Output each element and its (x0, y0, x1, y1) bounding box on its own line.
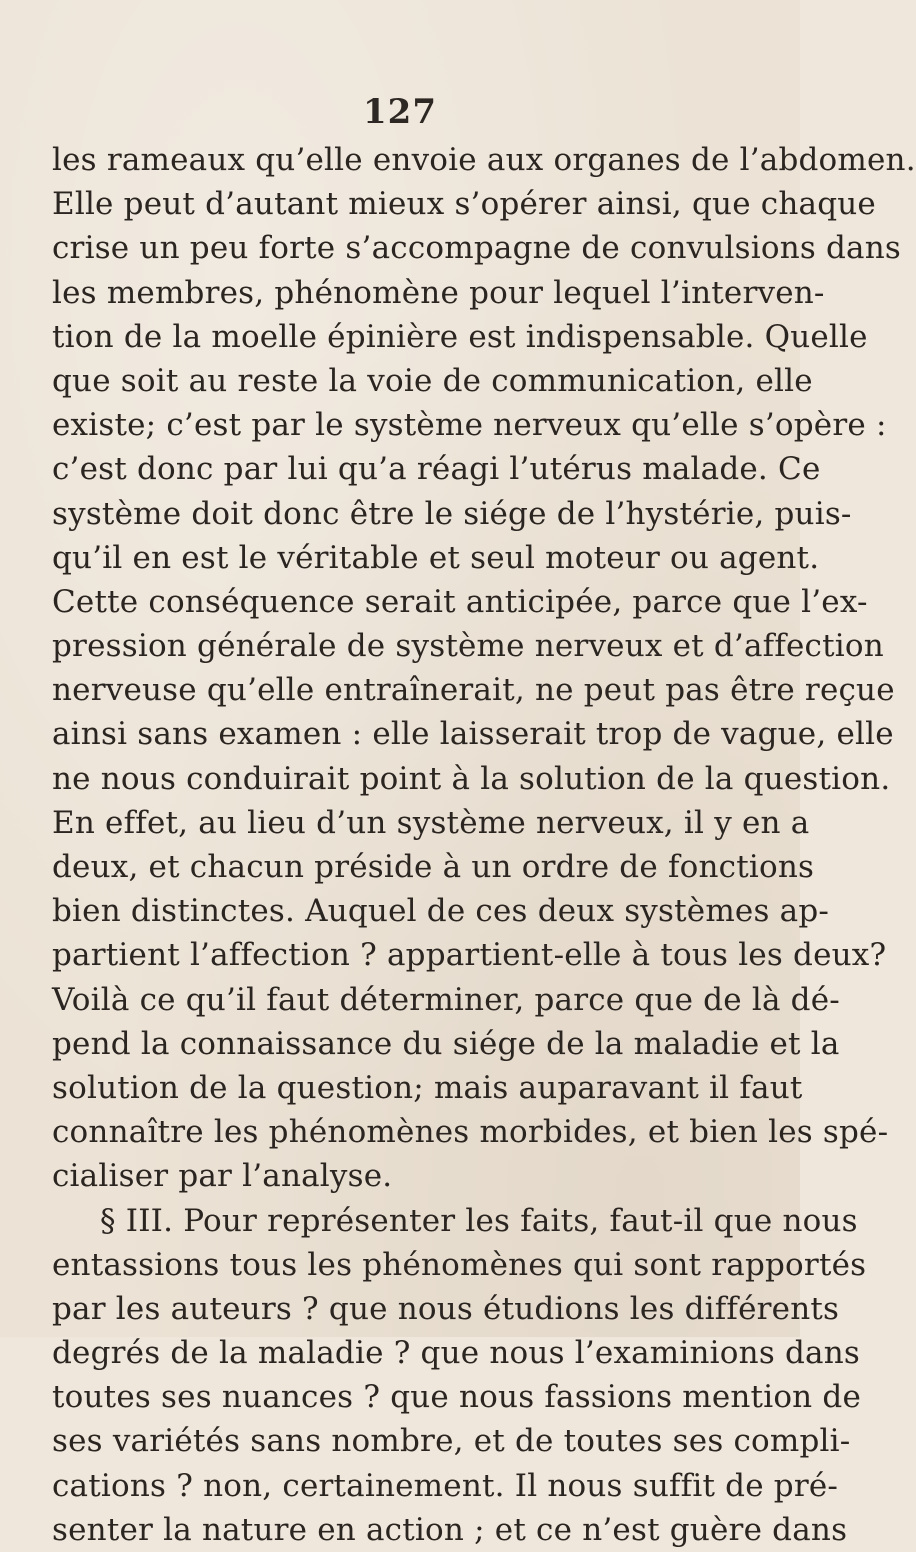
page-number: 127 (363, 92, 437, 132)
text-line: pression générale de système nerveux et d’affection (52, 628, 884, 665)
text-line: nerveuse qu’elle entraînerait, ne peut pas être reçue (52, 672, 895, 709)
text-line: crise un peu forte s’accompagne de convulsions dans (52, 230, 902, 267)
text-line: senter la nature en action ; et ce n’est guère dans (52, 1511, 848, 1548)
text-line: En effet, au lieu d’un système nerveux, il y en a (52, 804, 810, 841)
text-line: entassions tous les phénomènes qui sont rapportés (52, 1246, 867, 1283)
text-line: Voilà ce qu’il faut déterminer, parce que de là dé- (52, 981, 840, 1018)
text-line: ainsi sans examen : elle laisserait trop de vague, elle (52, 716, 894, 753)
text-line: connaître les phénomènes morbides, et bien les spé- (52, 1114, 889, 1151)
section-heading-line: § III. Pour représenter les faits, faut-il que nous (100, 1202, 858, 1239)
text-line: tion de la moelle épinière est indispensable. Quelle (52, 318, 868, 355)
text-line: deux, et chacun préside à un ordre de fonctions (52, 849, 815, 885)
text-line: système doit donc être le siége de l’hystérie, puis- (52, 495, 852, 532)
text-line: que soit au reste la voie de communication, elle (52, 362, 813, 399)
text-line: existe; c’est par le système nerveux qu’elle s’opère : (52, 407, 887, 444)
text-line: les rameaux qu’elle envoie aux organes de l’abdomen. (52, 142, 916, 178)
text-line: toutes ses nuances ? que nous fassions mention de (52, 1379, 861, 1416)
text-line: par les auteurs ? que nous étudions les différents (52, 1290, 840, 1327)
paragraph-end-line: cialiser par l’analyse. (52, 1158, 393, 1195)
text-line: degrés de la maladie ? que nous l’examinions dans (52, 1335, 860, 1372)
text-line: ses variétés sans nombre, et de toutes ses compli- (52, 1423, 851, 1460)
body-text (52, 138, 916, 1552)
text-line: les membres, phénomène pour lequel l’interven- (52, 274, 825, 311)
text-line: cations ? non, certainement. Il nous suffit de pré- (52, 1467, 839, 1504)
text-line: Elle peut d’autant mieux s’opérer ainsi, que chaque (52, 186, 876, 223)
text-line: ne nous conduirait point à la solution de la question. (52, 760, 891, 797)
text-line: Cette conséquence serait anticipée, parce que l’ex- (52, 583, 868, 620)
text-line: c’est donc par lui qu’a réagi l’utérus malade. Ce (52, 451, 821, 488)
text-line: partient l’affection ? appartient-elle à tous les deux? (52, 937, 887, 974)
text-line: qu’il en est le véritable et seul moteur ou agent. (52, 539, 820, 576)
text-line: pend la connaissance du siége de la maladie et la (52, 1025, 840, 1062)
text-line: solution de la question; mais auparavant il faut (52, 1069, 803, 1106)
text-line: bien distinctes. Auquel de ces deux systèmes ap- (52, 893, 830, 930)
